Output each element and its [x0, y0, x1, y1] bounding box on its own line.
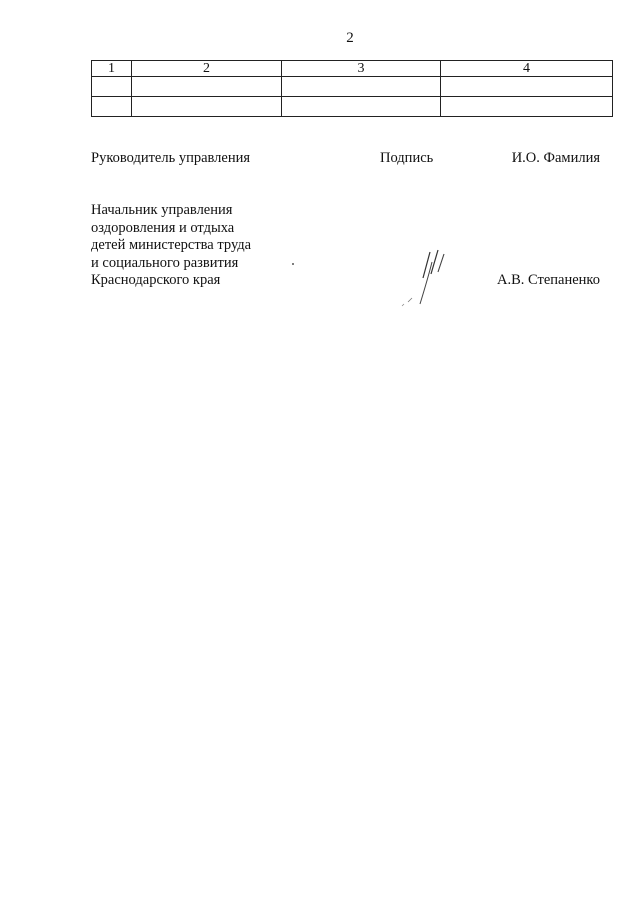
scan-speck [292, 263, 294, 265]
table-cell [132, 97, 282, 117]
table-cell [282, 77, 441, 97]
table-cell [282, 97, 441, 117]
table-cell [92, 77, 132, 97]
name-label: И.О. Фамилия [511, 150, 600, 166]
table-cell [92, 97, 132, 117]
table-header-cell: 1 [92, 61, 132, 77]
signatory-name: А.В. Степаненко [497, 272, 600, 288]
table-cell [441, 97, 613, 117]
signatory-title-line: и социального развития [91, 254, 239, 271]
form-table [91, 60, 613, 117]
table-header-row [92, 61, 613, 77]
table-header-cell: 2 [132, 61, 282, 77]
signatory-title [91, 202, 251, 290]
signatory-title-line: Начальник управления [91, 202, 233, 218]
table-cell [441, 77, 613, 97]
signatory-title-line: оздоровления и отдыха [91, 219, 235, 236]
signature-label: Подпись [380, 150, 434, 166]
table-header-cell: 4 [441, 61, 613, 77]
signatory-title-line: детей министерства труда [91, 237, 252, 253]
table-row [92, 77, 613, 97]
table-row [92, 97, 613, 117]
table-cell [132, 77, 282, 97]
handwritten-signature [392, 248, 462, 312]
head-role-label: Руководитель управления [91, 150, 251, 166]
table-header-cell: 3 [282, 61, 441, 77]
page-number: 2 [346, 30, 354, 46]
signatory-title-line: Краснодарского края [91, 272, 221, 288]
